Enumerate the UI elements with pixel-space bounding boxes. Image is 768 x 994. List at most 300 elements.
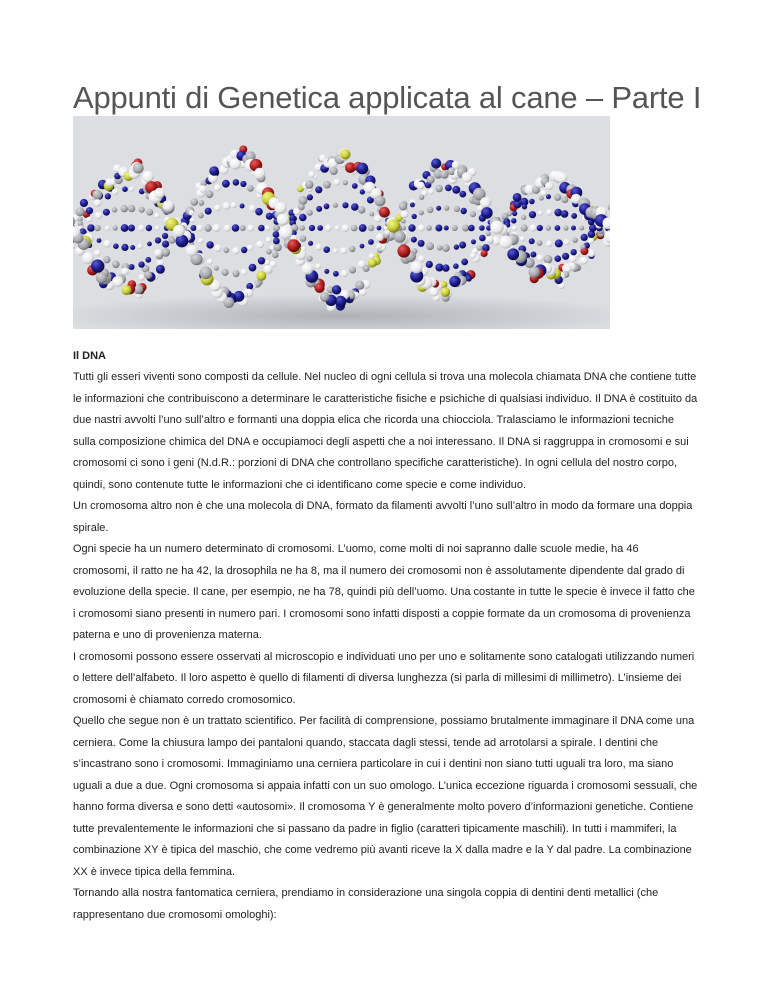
dna-atom (155, 237, 161, 243)
dna-atom (479, 235, 486, 242)
dna-atom (323, 181, 331, 189)
dna-atom (196, 225, 203, 232)
dna-atom (369, 253, 375, 259)
dna-atom (104, 240, 112, 248)
dna-atom (546, 241, 552, 247)
dna-atom (557, 172, 568, 183)
dna-atom (540, 190, 547, 197)
dna-atom (561, 196, 568, 203)
dna-atom (112, 261, 120, 269)
dna-atom (249, 264, 257, 272)
dna-atom (274, 243, 282, 251)
dna-atom (121, 205, 128, 212)
dna-atom (588, 238, 594, 244)
dna-atom (240, 204, 245, 209)
dna-atom (205, 208, 212, 215)
paragraph-2: Un cromosoma altro non è che una molecola di DNA, formato da filamenti avvolti l’uno sull’altro in modo da formare una doppia spirale. (73, 500, 693, 534)
dna-atom (155, 226, 160, 231)
dna-atom (427, 207, 433, 213)
dna-atom (537, 254, 544, 261)
dna-atom (343, 180, 348, 185)
dna-atom (499, 236, 512, 249)
dna-atom (86, 217, 91, 222)
dna-atom (315, 186, 322, 193)
dna-atom (156, 265, 165, 274)
dna-atom (563, 225, 568, 230)
dna-atom (435, 264, 443, 272)
dna-atom (266, 237, 272, 243)
dna-atom (112, 207, 117, 212)
dna-atom (486, 236, 494, 244)
dna-atom (279, 226, 293, 240)
dna-atom (471, 239, 476, 244)
dna-atom (105, 193, 111, 199)
dna-atom (546, 209, 552, 215)
dna-atom (490, 221, 504, 235)
dna-atom (470, 211, 476, 217)
dna-atom (94, 199, 102, 207)
dna-atom (139, 207, 145, 213)
dna-atom (360, 244, 365, 249)
dna-atom (419, 195, 424, 200)
dna-atom (376, 233, 384, 241)
dna-atom (223, 247, 229, 253)
dna-atom (223, 202, 231, 210)
dna-atom (277, 214, 289, 226)
dna-atom (147, 242, 152, 247)
dna-atom (275, 202, 287, 214)
dna-atom (138, 261, 144, 267)
dna-atom (298, 204, 305, 211)
dna-atom (335, 296, 346, 307)
dna-atom (520, 236, 525, 241)
dna-atom (162, 241, 169, 248)
dna-atom (522, 204, 527, 209)
dna-atom (477, 245, 483, 251)
dna-atom (572, 237, 578, 243)
dna-atom (273, 231, 280, 238)
dna-atom (315, 244, 321, 250)
dna-atom (272, 252, 279, 259)
dna-atom (221, 269, 228, 276)
dna-atom (138, 274, 144, 280)
dna-atom (214, 244, 222, 252)
dna-atom (562, 253, 569, 260)
dna-atom (418, 240, 425, 247)
dna-atom (408, 224, 415, 231)
dna-atom (307, 256, 313, 262)
dna-atom (461, 208, 467, 214)
dna-atom (351, 225, 358, 232)
dna-atom (233, 270, 240, 277)
dna-atom (462, 172, 473, 183)
dna-atom (105, 226, 110, 231)
dna-atom (299, 214, 307, 222)
dna-atom (130, 245, 135, 250)
dna-atom (302, 263, 314, 275)
paragraph-4: I cromosomi possono essere osservati al microscopio e individuati uno per uno e solitamente sono catalogati utilizzando numeri o lettere dell’alfabeto. Il loro aspetto è quello di filamenti di diversa lunghezza (si parla di millesimi di millimetro). L’insieme dei cromosomi è chiamato corredo cromosomico. (73, 650, 695, 706)
dna-atom (198, 200, 204, 206)
dna-atom (444, 205, 450, 211)
dna-atom (200, 267, 213, 280)
dna-atom (189, 210, 195, 216)
dna-atom (512, 225, 517, 230)
dna-atom (513, 193, 522, 202)
dna-atom (441, 287, 451, 297)
dna-atom (426, 225, 432, 231)
dna-atom (349, 246, 355, 252)
dna-atom (138, 225, 145, 232)
dna-atom (273, 225, 280, 232)
dna-atom (340, 149, 350, 159)
dna-atom (247, 245, 253, 251)
dna-atom (207, 259, 213, 265)
dna-atom (374, 215, 381, 222)
dna-atom (399, 202, 407, 210)
dna-atom (418, 255, 425, 262)
dna-atom (333, 271, 339, 277)
dna-atom (287, 239, 300, 252)
dna-atom (256, 241, 264, 249)
dna-atom (173, 225, 185, 237)
dna-atom (247, 185, 254, 192)
dna-atom (264, 265, 273, 274)
dna-atom (317, 225, 323, 231)
dna-atom (410, 261, 422, 273)
dna-atom (546, 194, 551, 199)
dna-atom (481, 207, 493, 219)
dna-atom (387, 219, 400, 232)
dna-atom (435, 225, 442, 232)
dna-atom (459, 191, 466, 198)
dna-atom (461, 259, 468, 266)
dna-atom (342, 202, 348, 208)
dna-atom (581, 234, 588, 241)
dna-atom (377, 226, 382, 231)
dna-atom (486, 231, 491, 236)
dna-atom (571, 213, 577, 219)
dna-atom (452, 186, 460, 194)
dna-atom (128, 205, 135, 212)
dna-atom (349, 267, 356, 274)
dna-atom (332, 285, 341, 294)
dna-atom (241, 269, 247, 275)
dna-atom (299, 225, 305, 231)
dna-atom (333, 179, 340, 186)
dna-atom (206, 241, 213, 248)
dna-atom (418, 225, 425, 232)
dna-atom (249, 205, 256, 212)
dna-atom (587, 249, 595, 257)
dna-atom (240, 181, 246, 187)
dna-atom (224, 225, 231, 232)
dna-atom (537, 225, 543, 231)
dna-atom (564, 239, 570, 245)
dna-atom (241, 247, 247, 253)
dna-atom (128, 225, 135, 232)
dna-atom (453, 263, 459, 269)
dna-atom (462, 225, 469, 232)
dna-atom (369, 212, 374, 217)
dna-atom (358, 260, 366, 268)
dna-atom (80, 199, 88, 207)
dna-atom (154, 249, 162, 257)
dna-atom (316, 263, 322, 269)
dna-atom (232, 247, 239, 254)
dna-atom (76, 207, 85, 216)
dna-atom (356, 163, 368, 175)
dna-atom (521, 215, 526, 220)
page-title: Appunti di Genetica applicata al cane – Parte I (73, 80, 702, 115)
dna-atom (307, 194, 313, 200)
dna-atom (112, 189, 118, 195)
dna-atom (511, 218, 516, 223)
dna-atom (305, 180, 313, 188)
dna-atom (340, 247, 347, 254)
dna-atom (580, 244, 585, 249)
dna-atom (198, 213, 204, 219)
dna-atom (307, 210, 313, 216)
dna-atom (214, 184, 221, 191)
dna-atom (113, 243, 119, 249)
dna-atom (122, 186, 128, 192)
dna-atom (94, 225, 100, 231)
article-body (73, 367, 698, 926)
dna-atom (122, 285, 132, 295)
dna-atom (480, 197, 491, 208)
dna-atom (379, 207, 390, 218)
dna-atom (427, 176, 435, 184)
dna-atom (146, 225, 152, 231)
document-page (73, 80, 702, 926)
dna-atom (240, 225, 246, 231)
dna-atom (255, 208, 263, 216)
dna-atom (437, 245, 443, 251)
dna-atom (341, 270, 348, 277)
dna-atom (325, 224, 332, 231)
dna-double-helix-illustration-icon (73, 116, 610, 329)
dna-atom (91, 259, 104, 272)
dna-atom (529, 266, 540, 277)
dna-atom (145, 257, 151, 263)
dna-atom (103, 209, 110, 216)
dna-figure (73, 116, 610, 329)
dna-atom (538, 211, 543, 216)
dna-atom (555, 225, 561, 231)
dna-atom (316, 206, 322, 212)
dna-atom (265, 225, 270, 230)
dna-atom (231, 202, 237, 208)
dna-atom (206, 191, 214, 199)
dna-atom (93, 190, 103, 200)
dna-atom (146, 209, 153, 216)
dna-atom (162, 233, 168, 239)
dna-atom (342, 224, 349, 231)
dna-atom (333, 248, 338, 253)
dna-atom (190, 218, 195, 223)
dna-atom (445, 185, 452, 192)
dna-atom (419, 210, 424, 215)
dna-atom (530, 252, 536, 258)
dna-atom (86, 207, 93, 214)
dna-atom (97, 238, 102, 243)
dna-atom (368, 225, 374, 231)
dna-atom (452, 225, 458, 231)
dna-atom (507, 248, 519, 260)
dna-atom (529, 199, 535, 205)
dna-atom (481, 250, 488, 257)
dna-atom (82, 252, 94, 264)
dna-atom (186, 245, 198, 257)
dna-atom (154, 213, 159, 218)
dna-atom (320, 292, 330, 302)
dna-atom (199, 185, 207, 193)
dna-atom (233, 179, 240, 186)
dna-atom (142, 171, 154, 183)
dna-atom (579, 226, 584, 231)
dna-atom (571, 249, 577, 255)
dna-atom (112, 225, 117, 230)
dna-atom (470, 253, 476, 259)
dna-atom (133, 163, 144, 174)
dna-atom (554, 209, 562, 217)
dna-atom (435, 185, 443, 193)
dna-atom (546, 225, 551, 230)
dna-atom (530, 225, 537, 232)
dna-atom (555, 239, 563, 247)
dna-atom (266, 249, 272, 255)
dna-atom (163, 200, 174, 211)
dna-atom (459, 242, 466, 249)
dna-atom (198, 238, 204, 244)
dna-atom (94, 250, 101, 257)
dna-atom (232, 224, 240, 232)
dna-atom (412, 214, 417, 219)
dna-atom (257, 271, 267, 281)
dna-atom (213, 224, 221, 232)
dna-atom (214, 266, 219, 271)
dna-atom (529, 211, 536, 218)
dna-atom (569, 255, 577, 263)
dna-atom (545, 182, 553, 190)
dna-atom (580, 257, 588, 265)
dna-atom (300, 235, 307, 242)
dna-atom (411, 237, 417, 243)
dna-atom (359, 224, 367, 232)
dna-atom (324, 203, 330, 209)
dna-atom (410, 202, 415, 207)
dna-atom (400, 210, 408, 218)
dna-atom (191, 198, 199, 206)
dna-atom (454, 244, 459, 249)
dna-atom (315, 283, 325, 293)
dna-atom (352, 183, 358, 189)
dna-atom (537, 240, 543, 246)
dna-atom (129, 187, 134, 192)
dna-atom (323, 246, 330, 253)
dna-atom (121, 224, 129, 232)
dna-atom (426, 261, 433, 268)
dna-atom (544, 255, 553, 264)
dna-atom (358, 206, 365, 213)
dna-atom (375, 195, 386, 206)
dna-atom (426, 242, 434, 250)
dna-atom (428, 189, 434, 195)
dna-atom (554, 194, 561, 201)
dna-atom (87, 224, 95, 232)
dna-atom (529, 238, 535, 244)
dna-atom (209, 166, 219, 176)
dna-atom (265, 260, 270, 265)
dna-atom (298, 196, 307, 205)
dna-atom (512, 211, 517, 216)
dna-atom (273, 238, 280, 245)
dna-atom (191, 225, 197, 231)
dna-atom (397, 245, 410, 258)
dna-atom (571, 226, 576, 231)
dna-atom (555, 255, 562, 262)
dna-atom (355, 281, 364, 290)
section-heading-dna: Il DNA (73, 350, 106, 362)
dna-atom (96, 272, 107, 283)
dna-atom (154, 188, 165, 199)
paragraph-1: Tutti gli esseri viventi sono composti da cellule. Nel nucleo di ogni cellula si trova una molecola chiamata DNA che contiene tutte le informazioni che contribuiscono a determinare le caratteristiche fisiche e psichiche di qualsiasi individuo. Il DNA è costituito da due nastri avvolti l’uno sull’altro e formanti una doppia elica che ricorda una chiocciola. Tralasciamo le informazioni tecniche sulla composizione chimica del DNA e occupiamoci degli aspetti che a noi interessano. Il DNA si raggruppa in cromosomi e sui cromosomi ci sono i geni (N.d.R.: porzioni di DNA che controllano specifiche caratteristiche). In ogni cellula del nostro corpo, quindi, sono contenute tutte le informazioni che ci identificano come specie e come individuo. (73, 371, 698, 491)
paragraph-5: Quello che segue non è un trattato scientifico. Per facilità di comprensione, possiamo brutalmente immaginare il DNA come una cerniera. Come la chiusura lampo dei pantaloni quando, staccata dagli stessi, tende ad arrotolarsi a spirale. I dentini che s’incastrano sono i cromosomi. Immaginiamo una cerniera particolare in cui i dentini non siano tutti uguali tra loro, ma siano uguali a due a due. Ogni cromosoma si appaia infatti con un suo omologo. L’unica eccezione riguarda i cromosomi sessuali, che hanno forma diversa e sono detti «autosomi». Il cromosoma Y è generalmente molto povero d’informazioni genetiche. Contiene tutte prevalentemente le informazioni che si passano da padre in figlio (caratteri tipicamente maschili). In tutti i mammiferi, la combinazione XY è tipica del maschio, che come vedremo più avanti riceve la X dalla madre e la Y dal padre. La combinazione XX è invece tipica della femmina. (73, 715, 698, 878)
dna-atom (468, 225, 475, 232)
dna-atom (368, 259, 377, 268)
dna-atom (417, 182, 425, 190)
dna-atom (466, 275, 472, 281)
dna-atom (436, 206, 441, 211)
dna-atom (204, 224, 211, 231)
dna-atom (479, 225, 485, 231)
dna-atom (429, 287, 439, 297)
dna-atom (351, 203, 359, 211)
dna-atom (137, 244, 142, 249)
dna-atom (308, 241, 313, 246)
dna-atom (169, 237, 176, 244)
paragraph-3: Ogni specie ha un numero determinato di cromosomi. L’uomo, come molti di noi sapranno dalle scuole medie, ha 46 cromosomi, il ratto ne ha 42, la drosophila ne ha 8, ma il numero dei cromosomi non è assolutamente dipendente dal grado di evoluzione della specie. Il cane, per esempio, ne ha 78, quindi più dell’uomo. Una costante in tutte le specie è invece il fatto che i cromosomi siano presenti in numero pari. I cromosomi sono infatti disposti a coppie formate da un cromosoma di provenienza paterna e uno di provenienza materna. (73, 543, 695, 641)
dna-atom (401, 219, 406, 224)
dna-atom (95, 212, 102, 219)
dna-atom (222, 180, 230, 188)
dna-atom (121, 268, 129, 276)
dna-atom (258, 225, 265, 232)
dna-atom (254, 168, 265, 179)
dna-atom (129, 264, 135, 270)
dna-atom (444, 226, 449, 231)
dna-atom (144, 271, 152, 279)
dna-atom (247, 225, 254, 232)
dna-atom (258, 257, 265, 264)
dna-atom (440, 170, 449, 179)
dna-atom (454, 206, 460, 212)
dna-atom (442, 244, 450, 252)
dna-atom (368, 239, 374, 245)
dna-atom (539, 196, 544, 201)
dna-atom (324, 269, 329, 274)
dna-atom (333, 203, 338, 208)
dna-atom (121, 244, 128, 251)
dna-atom (214, 205, 221, 212)
paragraph-6: Tornando alla nostra fantomatica cerniera, prendiamo in considerazione una singola coppia di dentini denti metallici (che rappresentano due cromosomi omologhi): (73, 887, 659, 921)
dna-atom (309, 225, 315, 231)
dna-atom (521, 224, 528, 231)
dna-atom (449, 276, 460, 287)
dna-atom (394, 231, 406, 243)
dna-atom (561, 210, 569, 218)
dna-atom (335, 226, 340, 231)
